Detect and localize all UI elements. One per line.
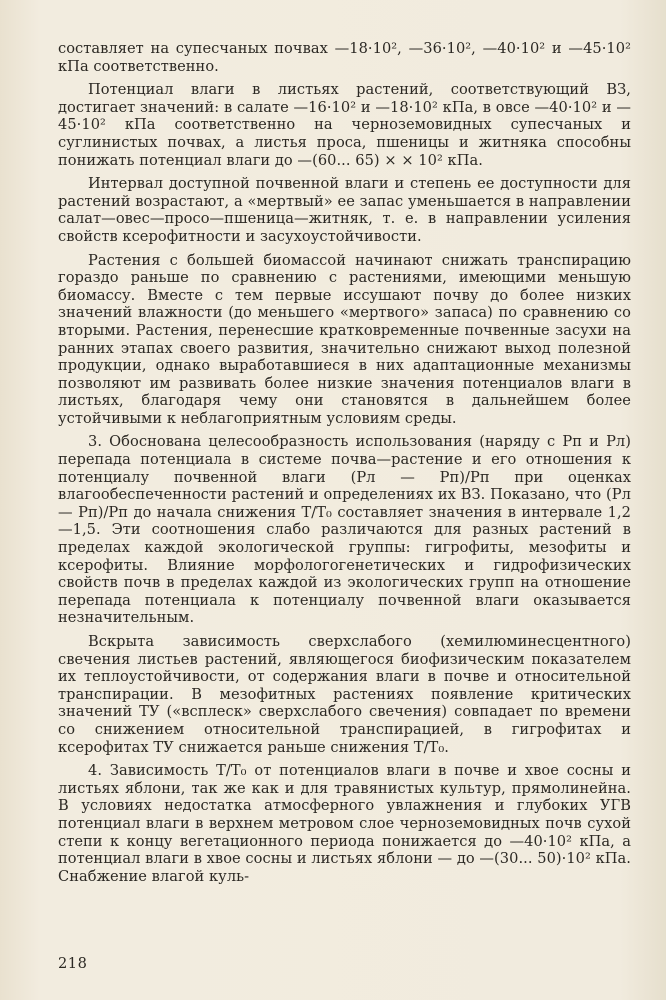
page-body — [58, 40, 631, 885]
paragraph-biomass: Растения с большей биомассой начинают снижать транспирацию гораздо раньше по сравнению с растениями, имеющими меньшую биомассу. Вместе с тем первые иссушают почву до более низких значений влажности (до меньшего «мертвого» запаса) по сравнению со вторыми. Растения, перенесшие кратковременные почвенные засухи на ранних этапах своего развития, значительно снижают выход полезной продукции, однако выработавшиеся в них адаптационные механизмы позволяют им развивать более низкие значения потенциалов влаги в листьях, благодаря чему они становятся в дальнейшем более устойчивыми к неблагоприятным условиям среды. — [58, 251, 631, 427]
paragraph-leaf-potential: Потенциал влаги в листьях растений, соответствующий ВЗ, достигает значений: в салате —16·10² и —18·10² кПа, в овсе —40·10² и —45·10² кПа соответственно на черноземовидных супесчаных и суглинистых почвах, а листья проса, пшеницы и житняка способны понижать потенциал влаги до —(60... 65) × × 10² кПа. — [58, 81, 631, 169]
page-number: 218 — [58, 955, 88, 972]
paragraph-continued: составляет на супесчаных почвах —18·10², —36·10², —40·10² и —45·10² кПа соответственно. — [58, 40, 631, 75]
paragraph-point-4: 4. Зависимость Т/Т₀ от потенциалов влаги в почве и хвое сосны и листьях яблони, так же как и для травянистых культур, прямолинейна. В условиях недостатка атмосферного увлажнения и глубоких УГВ потенциал влаги в верхнем метровом слое черноземовидных почв сухой степи к концу вегетационного периода понижается до —40·10² кПа, а потенциал влаги в хвое сосны и листьях яблони — до —(30... 50)·10² кПа. Снабжение влагой куль- — [58, 762, 631, 885]
paragraph-point-3: 3. Обоснована целесообразность использования (наряду с Рп и Рл) перепада потенциала в системе почва—растение и его отношения к потенциалу почвенной влаги (Рл — Рп)/Рп при оценках влагообеспеченности растений и определениях их ВЗ. Показано, что (Рл — Рп)/Рп до начала снижения Т/Т₀ составляет значения в интервале 1,2—1,5. Эти соотношения слабо различаются для разных растений в пределах каждой экологической группы: гигрофиты, мезофиты и ксерофиты. Влияние морфологогенетических и гидрофизических свойств почв в пределах каждой из экологических групп на отношение перепада потенциала к потенциалу почвенной влаги оказывается незначительным. — [58, 433, 631, 627]
paragraph-chemiluminescence: Вскрыта зависимость сверхслабого (хемилюминесцентного) свечения листьев растений, являющегося биофизическим показателем их теплоустойчивости, от содержания влаги в почве и относительной транспирации. В мезофитных растениях появление критических значений ТУ («всплеск» сверхслабого свечения) совпадает по времени со снижением относительной транспирацией, в гигрофитах и ксерофитах ТУ снижается раньше снижения Т/Т₀. — [58, 633, 631, 756]
paragraph-available-moisture: Интервал доступной почвенной влаги и степень ее доступности для растений возрастают, а «мертвый» ее запас уменьшается в направлении салат—овес—просо—пшеница—житняк, т. е. в направлении усиления свойств ксерофитности и засухоустойчивости. — [58, 175, 631, 245]
